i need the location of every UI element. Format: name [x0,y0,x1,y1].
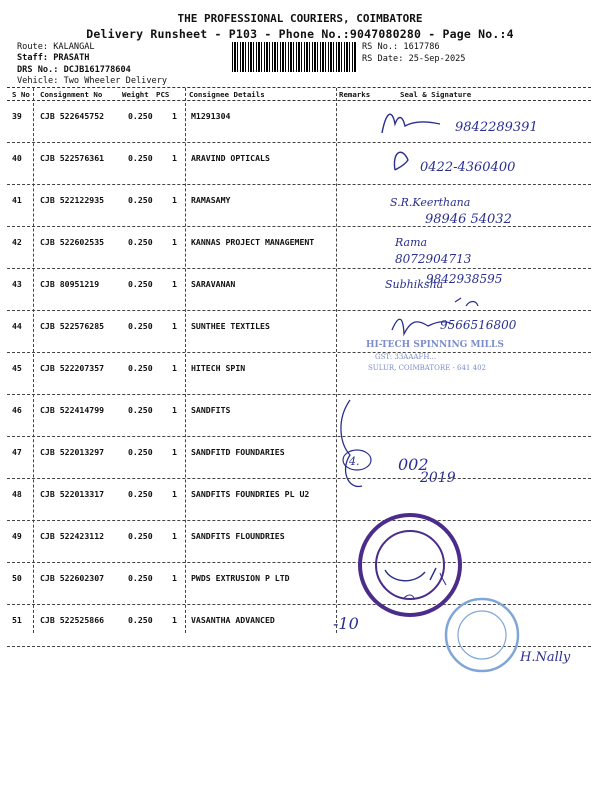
row-sno: 48 [12,489,22,499]
handwritten-name-43: Subhiksha [385,278,444,291]
row-weight: 0.250 [128,447,153,457]
col-weight: Weight [122,90,149,99]
row-pcs: 1 [172,195,177,205]
row-consignment-no: CJB 522423112 [40,531,105,541]
row-weight: 0.250 [128,321,153,331]
signature-44-co [455,298,478,306]
blue-stamp-outer [446,599,518,671]
handwritten-name-41: S.R.Keerthana [390,196,471,209]
row-sno: 42 [12,237,22,247]
handwritten-note-47b: 2019 [420,470,456,486]
signature-50 [385,568,436,581]
row-consignee: M1291304 [191,111,231,121]
row-sno: 47 [12,447,22,457]
row-weight: 0.250 [128,489,153,499]
pwds-stamp-inner [376,531,444,599]
drs-number: DRS No.: DCJB161778604 [17,65,131,75]
row-consignee: SANDFITS FLOUNDRIES [191,531,285,541]
blue-stamp-inner [458,611,506,659]
row-consignee: VASANTHA ADVANCED [191,615,275,625]
signature-44 [392,319,452,334]
col-sno: S No [12,90,30,99]
handwritten-phone-42: 8072904713 [395,252,472,266]
row-consignment-no: CJB 522013317 [40,489,105,499]
handwritten-name-42: Rama [395,236,428,249]
row-pcs: 1 [172,363,177,373]
row-sno: 46 [12,405,22,415]
row-weight: 0.250 [128,279,153,289]
row-consignee: SANDFITD FOUNDARIES [191,447,285,457]
row-pcs: 1 [172,321,177,331]
row-consignment-no: CJB 80951219 [40,279,100,289]
row-sno: 43 [12,279,22,289]
pen-loop [341,400,362,487]
col-pcs: PCS [156,90,170,99]
row-sno: 49 [12,531,22,541]
staff-label: Staff: PRASATH [17,53,90,63]
row-consignment-no: CJB 522576361 [40,153,105,163]
row-sno: 39 [12,111,22,121]
route-label: Route: KALANGAL [17,42,95,52]
row-consignment-no: CJB 522602535 [40,237,105,247]
vehicle-label: Vehicle: Two Wheeler Delivery [17,76,168,86]
row-consignee: KANNAS PROJECT MANAGEMENT [191,237,315,247]
row-pcs: 1 [172,447,177,457]
col-seal-signature: Seal & Signature [400,90,472,99]
signature-39 [382,114,440,133]
handwritten-remark-51: -10 [333,614,359,633]
row-consignment-no: CJB 522414799 [40,405,105,415]
row-pcs: 1 [172,531,177,541]
row-weight: 0.250 [128,153,153,163]
handwritten-phone-41: 98946 54032 [425,212,512,227]
row-pcs: 1 [172,237,177,247]
row-pcs: 1 [172,405,177,415]
row-pcs: 1 [172,489,177,499]
handwritten-signoff: H.Nally [520,650,571,665]
row-consignee: HITECH SPIN [191,363,246,373]
handwritten-phone-44: 9566516800 [440,318,517,332]
hitech-stamp-line3: SULUR, COIMBATORE - 641 402 [368,364,486,372]
row-consignment-no: CJB 522645752 [40,111,105,121]
row-sno: 44 [12,321,22,331]
row-sno: 45 [12,363,22,373]
col-consignment: Consignment No [40,90,103,99]
signature-50-tail [404,573,446,598]
row-weight: 0.250 [128,531,153,541]
handwritten-note-47: 002 [398,455,429,474]
row-pcs: 1 [172,615,177,625]
row-sno: 41 [12,195,22,205]
row-consignment-no: CJB 522013297 [40,447,105,457]
row-consignment-no: CJB 522602307 [40,573,105,583]
row-pcs: 1 [172,573,177,583]
runsheet-subtitle: Delivery Runsheet - P103 - Phone No.:9047080280 - Page No.:4 [86,27,514,41]
row-consignee: SUNTHEE TEXTILES [191,321,270,331]
rs-number: RS No.: 1617786 [362,42,440,52]
handwritten-phone-39: 9842289391 [455,120,538,135]
row-sno: 40 [12,153,22,163]
row-consignment-no: CJB 522576285 [40,321,105,331]
row-consignee: SANDFITS [191,405,231,415]
row-consignee: SARAVANAN [191,279,236,289]
row-weight: 0.250 [128,405,153,415]
rs-date: RS Date: 25-Sep-2025 [362,54,466,64]
col-remarks: Remarks [339,90,371,99]
row-consignee: ARAVIND OPTICALS [191,153,270,163]
row-consignment-no: CJB 522122935 [40,195,105,205]
handwritten-phone-40: 0422-4360400 [420,160,516,175]
row-sno: 50 [12,573,22,583]
row-consignee: RAMASAMY [191,195,231,205]
col-consignee: Consignee Details [189,90,265,99]
row-pcs: 1 [172,153,177,163]
handwritten-phone-43: 9842938595 [426,272,503,286]
row-weight: 0.250 [128,573,153,583]
row-weight: 0.250 [128,237,153,247]
row-weight: 0.250 [128,363,153,373]
row-weight: 0.250 [128,615,153,625]
hitech-stamp-line2: GST: 33AAAFH... [375,353,437,361]
hitech-stamp-line1: HI-TECH SPINNING MILLS [366,340,504,350]
row-pcs: 1 [172,111,177,121]
row-weight: 0.250 [128,111,153,121]
circled-4: 4. [349,455,360,468]
row-pcs: 1 [172,279,177,289]
row-weight: 0.250 [128,195,153,205]
row-consignment-no: CJB 522525866 [40,615,105,625]
company-title: THE PROFESSIONAL COURIERS, COIMBATORE [177,12,423,25]
row-consignee: PWDS EXTRUSION P LTD [191,573,290,583]
signature-40 [394,152,408,170]
row-sno: 51 [12,615,22,625]
row-consignee: SANDFITS FOUNDRIES PL U2 [191,489,310,499]
row-consignment-no: CJB 522207357 [40,363,105,373]
